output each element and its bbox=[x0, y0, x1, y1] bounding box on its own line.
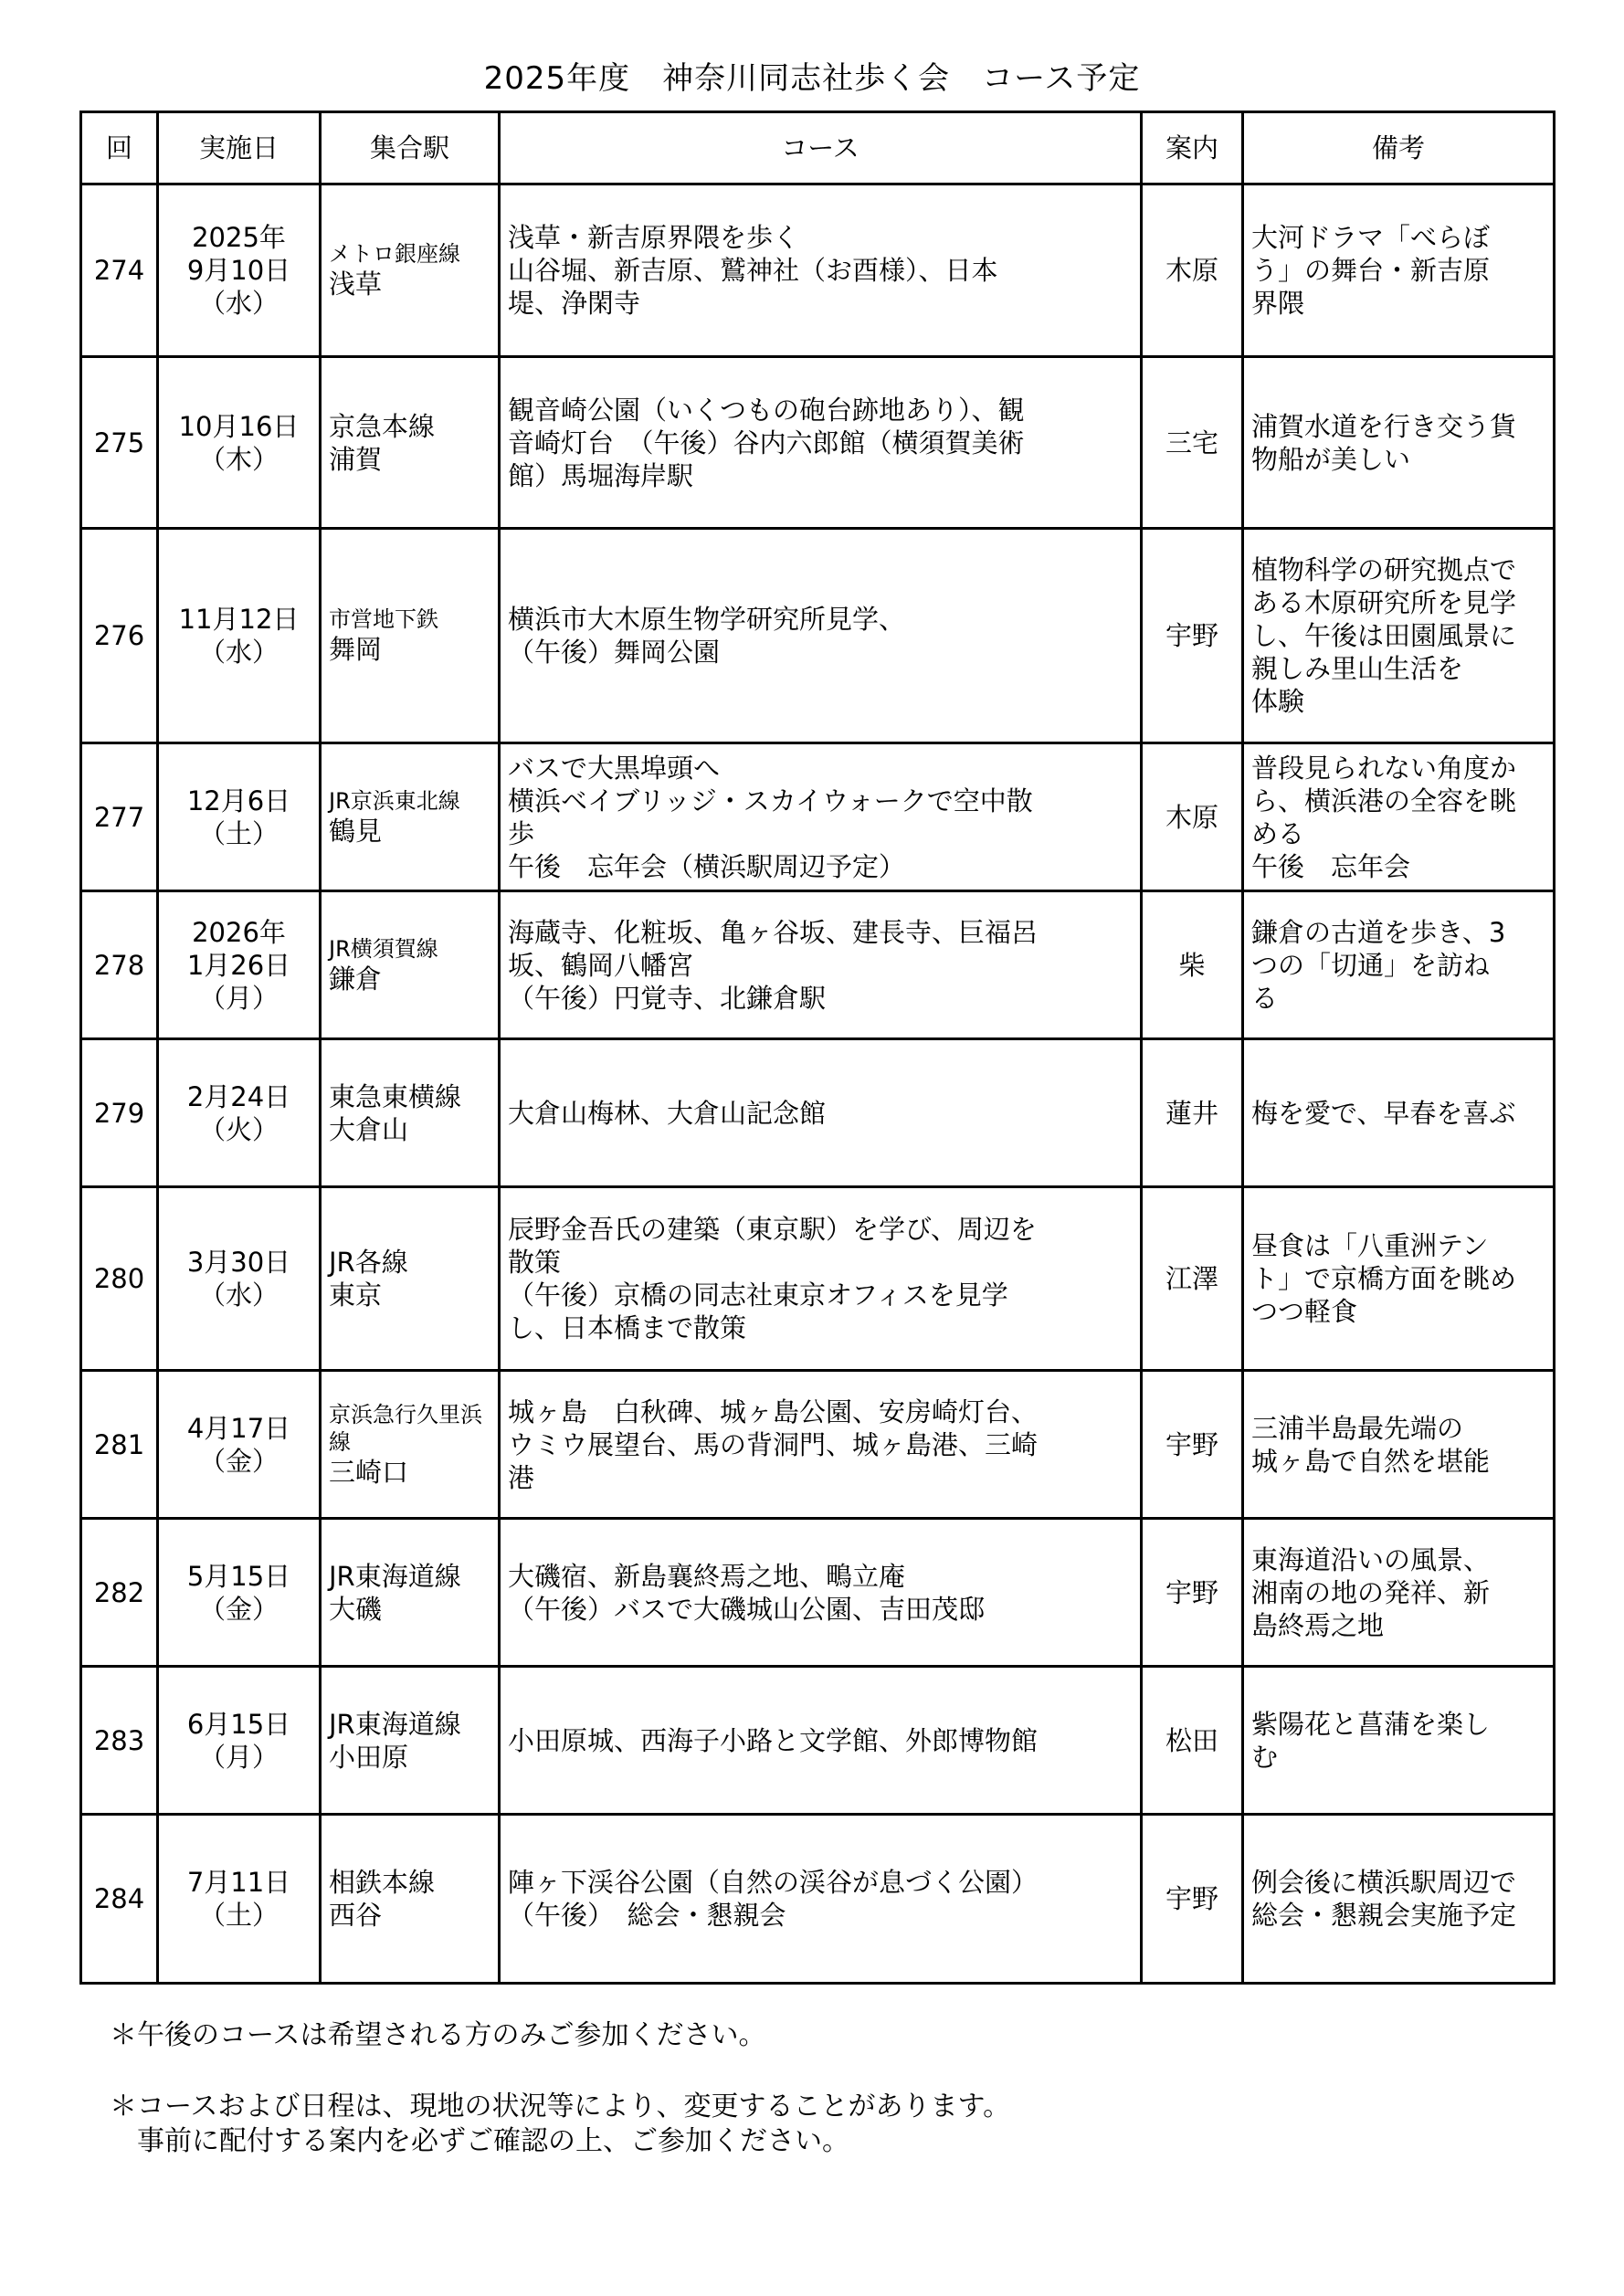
course-line: 陣ヶ下渓谷公園（自然の渓谷が息づく公園） bbox=[508, 1867, 1039, 1898]
footnote-afternoon: ＊午後のコースは希望される方のみご参加ください。 bbox=[110, 2019, 766, 2051]
remarks bbox=[1243, 1667, 1555, 1815]
meeting-station bbox=[321, 1667, 500, 1815]
session-number: 278 bbox=[81, 891, 158, 1039]
remarks-line: つの「切通」を訪ね bbox=[1251, 949, 1491, 981]
station-name: 小田原 bbox=[329, 1741, 409, 1773]
remarks-line: 紫陽花と菖蒲を楽し bbox=[1251, 1708, 1491, 1740]
header-notes: 備考 bbox=[1243, 112, 1555, 184]
date-line: 2025年 bbox=[192, 222, 286, 253]
remarks-line: 午後 忘年会 bbox=[1251, 850, 1411, 882]
remarks-line: し、午後は田園風景に bbox=[1251, 620, 1517, 651]
course-line: 堤、浄閑寺 bbox=[508, 288, 641, 319]
meeting-station bbox=[321, 891, 500, 1039]
course-line: （午後）京橋の同志社東京オフィスを見学 bbox=[508, 1280, 1008, 1311]
station-name: 舞岡 bbox=[329, 634, 383, 665]
guide-name: 松田 bbox=[1142, 1667, 1243, 1815]
remarks bbox=[1243, 1187, 1555, 1371]
station-name: 三崎口 bbox=[329, 1456, 409, 1488]
remarks bbox=[1243, 184, 1555, 357]
session-date bbox=[158, 1667, 321, 1815]
course-description bbox=[500, 357, 1142, 529]
table-row bbox=[81, 1371, 1555, 1519]
session-number: 277 bbox=[81, 743, 158, 891]
course-line: 小田原城、西海子小路と文学館、外郎博物館 bbox=[508, 1724, 1039, 1756]
date-line: （土） bbox=[198, 1900, 279, 1931]
remarks-line: 梅を愛で、早春を喜ぶ bbox=[1251, 1097, 1516, 1129]
table-row bbox=[81, 1815, 1555, 1984]
remarks-line: 大河ドラマ「べらぼ bbox=[1251, 222, 1491, 253]
header-course: コース bbox=[500, 112, 1142, 184]
guide-name: 宇野 bbox=[1142, 1519, 1243, 1667]
remarks-line: 界隈 bbox=[1251, 288, 1305, 319]
session-date bbox=[158, 357, 321, 529]
date-line: 9月10日 bbox=[186, 255, 291, 286]
remarks bbox=[1243, 1039, 1555, 1187]
session-date bbox=[158, 184, 321, 357]
session-number: 276 bbox=[81, 529, 158, 743]
date-line: （水） bbox=[198, 1280, 279, 1311]
course-line: 散策 bbox=[508, 1247, 562, 1278]
session-date bbox=[158, 891, 321, 1039]
remarks-line: 三浦半島最先端の bbox=[1251, 1412, 1464, 1444]
remarks bbox=[1243, 529, 1555, 743]
table-row bbox=[81, 1519, 1555, 1667]
course-description bbox=[500, 1039, 1142, 1187]
rail-line: JR京浜東北線 bbox=[329, 787, 460, 814]
course-description bbox=[500, 1371, 1142, 1519]
guide-name: 三宅 bbox=[1142, 357, 1243, 529]
remarks-line: 島終焉之地 bbox=[1251, 1609, 1385, 1641]
course-line: （午後）バスで大磯城山公園、吉田茂邸 bbox=[508, 1593, 986, 1625]
remarks-line: む bbox=[1251, 1741, 1279, 1773]
date-line: （土） bbox=[198, 817, 279, 849]
meeting-station bbox=[321, 1519, 500, 1667]
meeting-station bbox=[321, 743, 500, 891]
date-line: 2月24日 bbox=[186, 1080, 291, 1112]
remarks-line: 物船が美しい bbox=[1251, 443, 1411, 475]
session-number: 284 bbox=[81, 1815, 158, 1984]
table-row bbox=[81, 357, 1555, 529]
course-line: （午後） 総会・懇親会 bbox=[508, 1900, 786, 1931]
date-line: 11月12日 bbox=[178, 604, 300, 635]
meeting-station bbox=[321, 1039, 500, 1187]
course-description bbox=[500, 1187, 1142, 1371]
remarks-line: 昼食は「八重洲テン bbox=[1251, 1230, 1489, 1261]
remarks-line: 例会後に横浜駅周辺で bbox=[1251, 1867, 1517, 1898]
remarks-line: る bbox=[1251, 982, 1279, 1014]
date-line: 3月30日 bbox=[186, 1247, 291, 1278]
station-name: 東京 bbox=[329, 1280, 383, 1311]
course-description bbox=[500, 1667, 1142, 1815]
course-description bbox=[500, 891, 1142, 1039]
table-row bbox=[81, 529, 1555, 743]
course-line: 山谷堀、新吉原、鷲神社（お酉様）、日本 bbox=[508, 255, 998, 286]
footnote-change: ＊コースおよび日程は、現地の状況等により、変更することがあります。 bbox=[110, 2091, 1011, 2122]
session-number: 279 bbox=[81, 1039, 158, 1187]
meeting-station bbox=[321, 1371, 500, 1519]
remarks bbox=[1243, 1815, 1555, 1984]
course-line: 横浜市大木原生物学研究所見学、 bbox=[508, 604, 906, 635]
course-description bbox=[500, 1815, 1142, 1984]
course-description bbox=[500, 184, 1142, 357]
date-line: （木） bbox=[198, 443, 279, 475]
station-name: 浅草 bbox=[329, 269, 383, 300]
date-line: 10月16日 bbox=[178, 410, 300, 442]
session-date bbox=[158, 1371, 321, 1519]
guide-name: 江澤 bbox=[1142, 1187, 1243, 1371]
guide-name: 宇野 bbox=[1142, 1371, 1243, 1519]
course-line: 横浜ベイブリッジ・スカイウォークで空中散 bbox=[508, 785, 1033, 816]
header-no: 回 bbox=[81, 112, 158, 184]
course-line: 館）馬堀海岸駅 bbox=[508, 459, 694, 491]
course-line: 午後 忘年会（横浜駅周辺予定） bbox=[508, 850, 906, 882]
meeting-station bbox=[321, 529, 500, 743]
course-line: 辰野金吾氏の建築（東京駅）を学び、周辺を bbox=[508, 1214, 1037, 1245]
remarks-line: ト」で京橋方面を眺め bbox=[1251, 1263, 1517, 1294]
remarks-line: 普段見られない角度か bbox=[1251, 752, 1517, 784]
date-line: （月） bbox=[198, 1741, 279, 1773]
remarks-line: う」の舞台・新吉原 bbox=[1251, 255, 1491, 286]
station-name: 大倉山 bbox=[329, 1113, 409, 1145]
rail-line: 相鉄本線 bbox=[329, 1867, 436, 1898]
rail-line: 東急東横線 bbox=[329, 1080, 462, 1112]
header-guide: 案内 bbox=[1142, 112, 1243, 184]
rail-line: 京浜急行久里浜線 bbox=[329, 1401, 482, 1455]
course-description bbox=[500, 743, 1142, 891]
meeting-station bbox=[321, 1815, 500, 1984]
date-line: （金） bbox=[198, 1445, 279, 1477]
course-line: （午後）円覚寺、北鎌倉駅 bbox=[508, 982, 827, 1014]
remarks bbox=[1243, 1371, 1555, 1519]
session-date bbox=[158, 1815, 321, 1984]
remarks bbox=[1243, 891, 1555, 1039]
session-number: 275 bbox=[81, 357, 158, 529]
station-name: 浦賀 bbox=[329, 443, 383, 475]
date-line: （火） bbox=[198, 1113, 279, 1145]
remarks-line: 浦賀水道を行き交う貨 bbox=[1251, 410, 1517, 442]
station-name: 鶴見 bbox=[329, 815, 383, 847]
date-line: （金） bbox=[198, 1593, 279, 1625]
remarks-line: ある木原研究所を見学 bbox=[1251, 587, 1517, 618]
rail-line: JR横須賀線 bbox=[329, 935, 438, 962]
session-date bbox=[158, 1187, 321, 1371]
date-line: 2026年 bbox=[192, 916, 286, 948]
remarks-line: ら、横浜港の全容を眺 bbox=[1251, 785, 1517, 816]
header-date: 実施日 bbox=[158, 112, 321, 184]
table-header-row bbox=[81, 112, 1555, 184]
rail-line: メトロ銀座線 bbox=[329, 241, 460, 267]
course-line: バスで大黒埠頭へ bbox=[508, 752, 721, 784]
table-row bbox=[81, 1187, 1555, 1371]
course-line: し、日本橋まで散策 bbox=[508, 1312, 747, 1343]
rail-line: 市営地下鉄 bbox=[329, 606, 438, 632]
remarks-line: 体験 bbox=[1251, 686, 1305, 717]
course-line: ウミウ展望台、馬の背洞門、城ヶ島港、三崎 bbox=[508, 1428, 1039, 1460]
remarks-line: 植物科学の研究拠点で bbox=[1251, 554, 1517, 585]
guide-name: 蓮井 bbox=[1142, 1039, 1243, 1187]
guide-name: 木原 bbox=[1142, 743, 1243, 891]
course-line: 大磯宿、新島襄終焉之地、鴫立庵 bbox=[508, 1560, 906, 1592]
table-row bbox=[81, 1667, 1555, 1815]
table-row bbox=[81, 891, 1555, 1039]
remarks bbox=[1243, 1519, 1555, 1667]
session-date bbox=[158, 1519, 321, 1667]
station-name: 鎌倉 bbox=[329, 963, 383, 995]
guide-name: 木原 bbox=[1142, 184, 1243, 357]
guide-name: 柴 bbox=[1142, 891, 1243, 1039]
remarks-line: 鎌倉の古道を歩き、3 bbox=[1251, 916, 1506, 948]
guide-name: 宇野 bbox=[1142, 1815, 1243, 1984]
date-line: （月） bbox=[198, 982, 279, 1014]
station-name: 西谷 bbox=[329, 1900, 383, 1931]
rail-line: JR東海道線 bbox=[329, 1560, 461, 1592]
session-number: 282 bbox=[81, 1519, 158, 1667]
course-description bbox=[500, 529, 1142, 743]
date-line: （水） bbox=[198, 288, 279, 319]
remarks-line: 総会・懇親会実施予定 bbox=[1251, 1900, 1517, 1931]
date-line: 4月17日 bbox=[186, 1412, 291, 1444]
session-number: 281 bbox=[81, 1371, 158, 1519]
course-line: 音崎灯台 （午後）谷内六郎館（横須賀美術 bbox=[508, 427, 1025, 458]
guide-name: 宇野 bbox=[1142, 529, 1243, 743]
meeting-station bbox=[321, 357, 500, 529]
meeting-station bbox=[321, 184, 500, 357]
footnote-confirm: 事前に配付する案内を必ずご確認の上、ご参加ください。 bbox=[110, 2125, 849, 2157]
course-line: 坂、鶴岡八幡宮 bbox=[508, 949, 694, 981]
session-date bbox=[158, 529, 321, 743]
course-schedule-table bbox=[79, 111, 1555, 1985]
meeting-station bbox=[321, 1187, 500, 1371]
course-description bbox=[500, 1519, 1142, 1667]
remarks bbox=[1243, 743, 1555, 891]
rail-line: JR各線 bbox=[329, 1247, 408, 1278]
session-date bbox=[158, 1039, 321, 1187]
table-row bbox=[81, 743, 1555, 891]
course-line: 観音崎公園（いくつもの砲台跡地あり）、観 bbox=[508, 394, 1025, 426]
remarks-line: 湘南の地の発祥、新 bbox=[1251, 1576, 1491, 1608]
date-line: 5月15日 bbox=[186, 1560, 291, 1592]
date-line: （水） bbox=[198, 637, 279, 668]
course-line: 城ヶ島 白秋碑、城ヶ島公園、安房崎灯台、 bbox=[508, 1396, 1039, 1427]
table-row bbox=[81, 1039, 1555, 1187]
session-number: 280 bbox=[81, 1187, 158, 1371]
rail-line: 京急本線 bbox=[329, 410, 436, 442]
date-line: 1月26日 bbox=[186, 949, 291, 981]
session-date bbox=[158, 743, 321, 891]
session-number: 283 bbox=[81, 1667, 158, 1815]
course-line: （午後）舞岡公園 bbox=[508, 637, 721, 668]
remarks-line: 城ヶ島で自然を堪能 bbox=[1251, 1445, 1491, 1477]
date-line: 7月11日 bbox=[186, 1867, 291, 1898]
page-title: 2025年度 神奈川同志社歩く会 コース予定 bbox=[483, 60, 1141, 97]
remarks-line: 親しみ里山生活を bbox=[1251, 653, 1464, 684]
date-line: 6月15日 bbox=[186, 1708, 291, 1740]
remarks-line: める bbox=[1251, 817, 1305, 849]
course-line: 大倉山梅林、大倉山記念館 bbox=[508, 1097, 827, 1129]
date-line: 12月6日 bbox=[186, 785, 291, 816]
remarks-line: 東海道沿いの風景、 bbox=[1251, 1543, 1491, 1575]
session-number: 274 bbox=[81, 184, 158, 357]
rail-line: JR東海道線 bbox=[329, 1708, 461, 1740]
station-name: 大磯 bbox=[329, 1593, 383, 1625]
remarks bbox=[1243, 357, 1555, 529]
course-line: 歩 bbox=[508, 817, 535, 849]
footnotes bbox=[110, 2018, 1010, 2159]
remarks-line: つつ軽食 bbox=[1251, 1296, 1358, 1327]
header-station: 集合駅 bbox=[321, 112, 500, 184]
course-line: 港 bbox=[508, 1461, 535, 1493]
table-row bbox=[81, 184, 1555, 357]
course-line: 浅草・新吉原界隈を歩く bbox=[508, 222, 800, 253]
course-line: 海蔵寺、化粧坂、亀ヶ谷坂、建長寺、巨福呂 bbox=[508, 916, 1039, 948]
